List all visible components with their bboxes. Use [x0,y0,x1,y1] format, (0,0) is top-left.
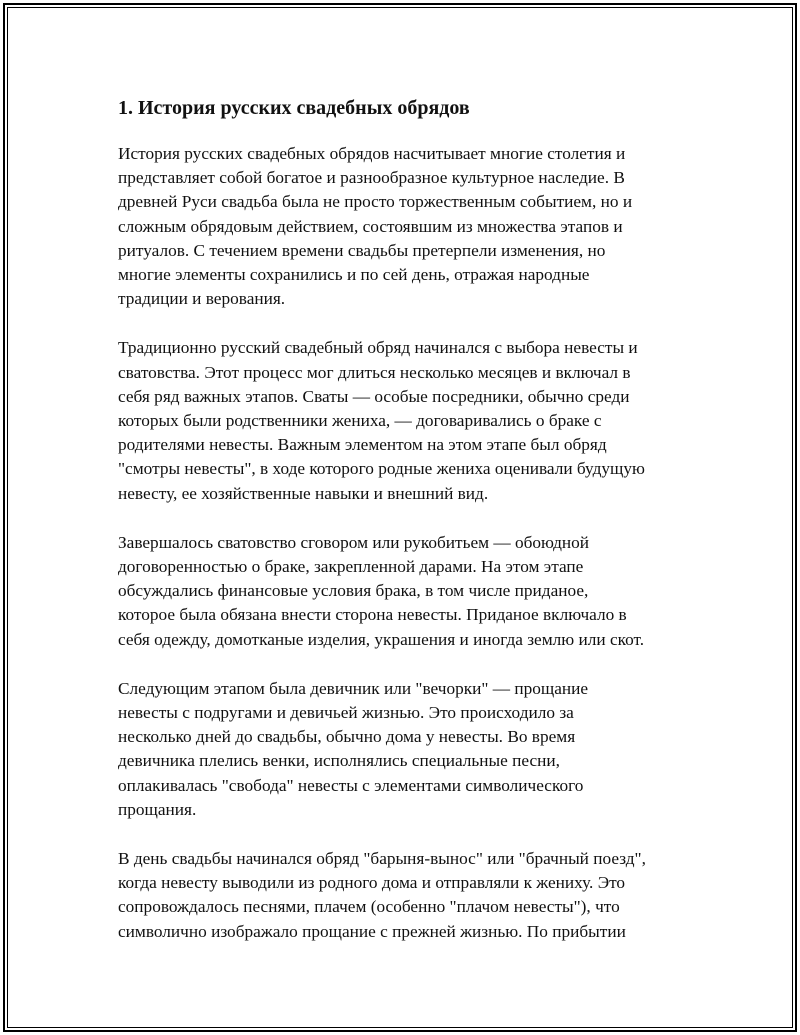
text-line: сложным обрядовым действием, состоявшим из множества этапов и [118,216,623,236]
text-line: ритуалов. С течением времени свадьбы претерпели изменения, но [118,240,606,260]
text-line: несколько дней до свадьбы, обычно дома у невесты. Во время [118,727,576,747]
text-line: многие элементы сохранились и по сей день, отражая народные [118,265,590,285]
text-line: родителями невесты. Важным элементом на этом этапе был обряд [118,435,607,455]
text-line: Традиционно русский свадебный обряд начинался с выбора невесты и [118,338,638,358]
text-line: прощания. [118,799,197,819]
text-line: себя одежду, домотканые изделия, украшения и иногда землю или скот. [118,629,645,649]
text-line: невесту, ее хозяйственные навыки и внешний вид. [118,483,489,503]
section-heading: 1. История русских свадебных обрядов [118,97,470,119]
text-line: девичника плелись венки, исполнялись специальные песни, [118,751,560,771]
text-line: себя ряд важных этапов. Сваты — особые посредники, обычно среди [118,386,630,406]
text-line: Завершалось сватовство сговором или рукобитьем — обоюдной [118,532,590,552]
text-line: обсуждались финансовые условия брака, в том числе приданое, [118,581,589,601]
text-line: договоренностью о браке, закрепленной дарами. На этом этапе [118,557,584,577]
text-line: представляет собой богатое и разнообразное культурное наследие. В [118,168,625,188]
text-line: невесты с подругами и девичьей жизнью. Это происходило за [118,703,574,723]
paragraph-2 [118,336,688,505]
text-line: оплакивалась "свобода" невесты с элементами символического [118,775,584,795]
text-line: древней Руси свадьба была не просто торжественным событием, но и [118,192,633,212]
text-line: традиции и верования. [118,289,286,309]
paragraph-5 [118,847,688,944]
text-line: В день свадьбы начинался обряд "барыня-вынос" или "брачный поезд", [118,849,646,869]
paragraph-3 [118,531,688,652]
text-line: которое была обязана внести сторона невесты. Приданое включало в [118,605,627,625]
text-line: "смотры невесты", в ходе которого родные жениха оценивали будущую [118,459,645,479]
text-line: когда невесту выводили из родного дома и отправляли к жениху. Это [118,873,626,893]
text-line: которых были родственники жениха, — договаривались о браке с [118,411,602,431]
text-line: символично изображало прощание с прежней жизнью. По прибытии [118,921,626,941]
text-line: Следующим этапом была девичник или "вечорки" — прощание [118,678,589,698]
document-body [118,96,688,969]
text-line: сватовства. Этот процесс мог длиться несколько месяцев и включал в [118,362,631,382]
text-line: сопровождалось песнями, плачем (особенно "плачом невесты"), что [118,897,620,917]
paragraph-1 [118,142,688,311]
paragraph-4 [118,677,688,822]
text-line: История русских свадебных обрядов насчитывает многие столетия и [118,144,626,163]
